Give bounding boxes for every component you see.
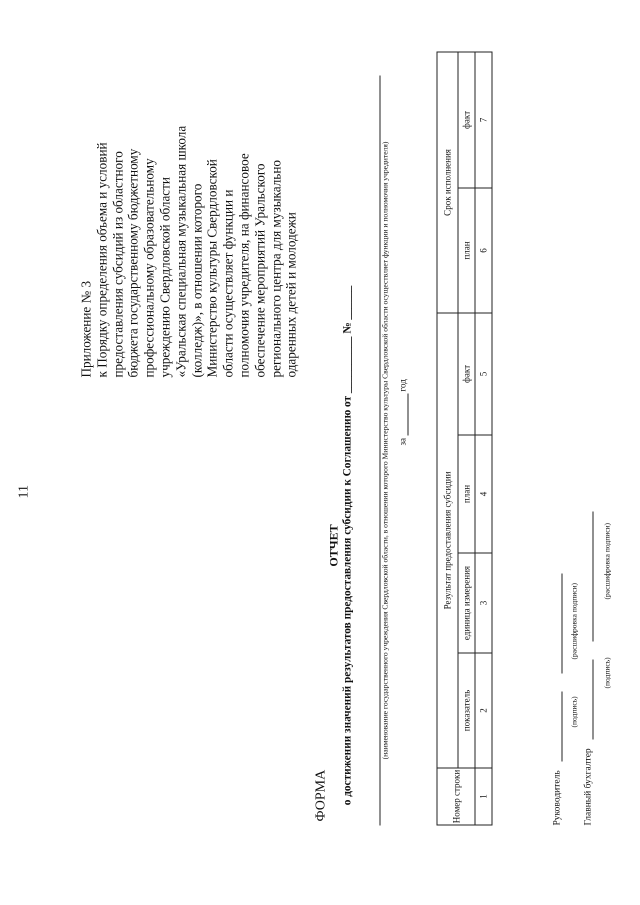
accountant-signature-line <box>582 659 593 739</box>
header-indicator: показатель <box>458 653 475 768</box>
appendix-line: (колледж)», в отношении которого <box>188 183 204 377</box>
organization-caption: (наименование государственного учреждения Свердловской области, в отношении которого Министерство культуры Свердловской области осуществляет функции и полномочия учредителя) <box>379 75 389 825</box>
appendix-line: области осуществляет функции и <box>220 189 236 377</box>
accountant-label: Главный бухгалтер <box>583 747 593 825</box>
period-suffix: год <box>397 378 407 391</box>
appendix-line: учреждению Свердловской области <box>156 176 172 377</box>
table-header-row <box>458 51 475 824</box>
head-signature-row <box>551 573 562 825</box>
head-decoding-caption: (расшифровка подписи) <box>569 582 578 659</box>
appendix-line: Министерство культуры Свердловской <box>204 158 220 377</box>
report-title: ОТЧЕТ <box>326 523 340 567</box>
appendix-line: полномочия учредителя, на финансовое <box>235 152 251 377</box>
column-number: 1 <box>475 768 492 825</box>
appendix-line: «Уральская специальная музыкальная школа <box>172 125 188 377</box>
appendix-line: к Порядку определения объема и условий <box>93 141 109 377</box>
period-prefix: за <box>397 437 407 445</box>
column-number: 4 <box>475 435 492 553</box>
appendix-line: профессиональному образовательному <box>141 157 157 377</box>
column-number: 7 <box>475 51 492 187</box>
head-label: Руководитель <box>552 769 562 825</box>
reporting-period <box>397 379 408 445</box>
appendix-line: регионального центра для музыкально <box>267 159 283 377</box>
header-deadline-plan: план <box>458 187 475 312</box>
accountant-decoding-line <box>582 511 593 641</box>
header-unit: единица измерения <box>458 553 475 653</box>
header-fact: факт <box>458 312 475 434</box>
page-number: 11 <box>16 484 31 498</box>
column-number: 2 <box>475 653 492 768</box>
report-subtitle: о достижении значений результатов предоставления субсидии к Соглашению от __________ № ______ <box>341 285 353 805</box>
header-plan: план <box>458 435 475 553</box>
header-result-group: Результат предоставления субсидии <box>437 312 458 767</box>
appendix-line: бюджета государственному бюджетному <box>125 148 141 377</box>
appendix-line: одаренных детей и молодежи <box>283 211 299 377</box>
column-number: 6 <box>475 187 492 312</box>
table-row <box>475 51 492 824</box>
head-decoding-line <box>551 573 562 673</box>
column-number: 5 <box>475 312 492 434</box>
column-number: 3 <box>475 553 492 653</box>
accountant-signature-row <box>582 511 593 825</box>
head-signature-caption: (подпись) <box>569 695 578 727</box>
appendix-block <box>78 77 299 377</box>
appendix-line: обеспечение мероприятий Уральского <box>251 162 267 377</box>
period-year-blank <box>397 393 408 435</box>
head-signature-line <box>551 691 562 761</box>
header-deadline-group: Срок исполнения <box>437 51 458 312</box>
form-label: ФОРМА <box>313 769 328 821</box>
appendix-line: Приложение № 3 <box>78 280 93 377</box>
accountant-decoding-caption: (расшифровка подписи) <box>602 522 611 599</box>
table-header-row <box>437 51 458 824</box>
header-deadline-fact: факт <box>458 51 475 187</box>
appendix-line: предоставления субсидий из областного <box>109 150 125 377</box>
report-heading <box>326 265 354 825</box>
header-row-number: Номер строки <box>437 768 475 825</box>
results-table <box>436 51 492 825</box>
accountant-signature-caption: (подпись) <box>602 656 611 688</box>
